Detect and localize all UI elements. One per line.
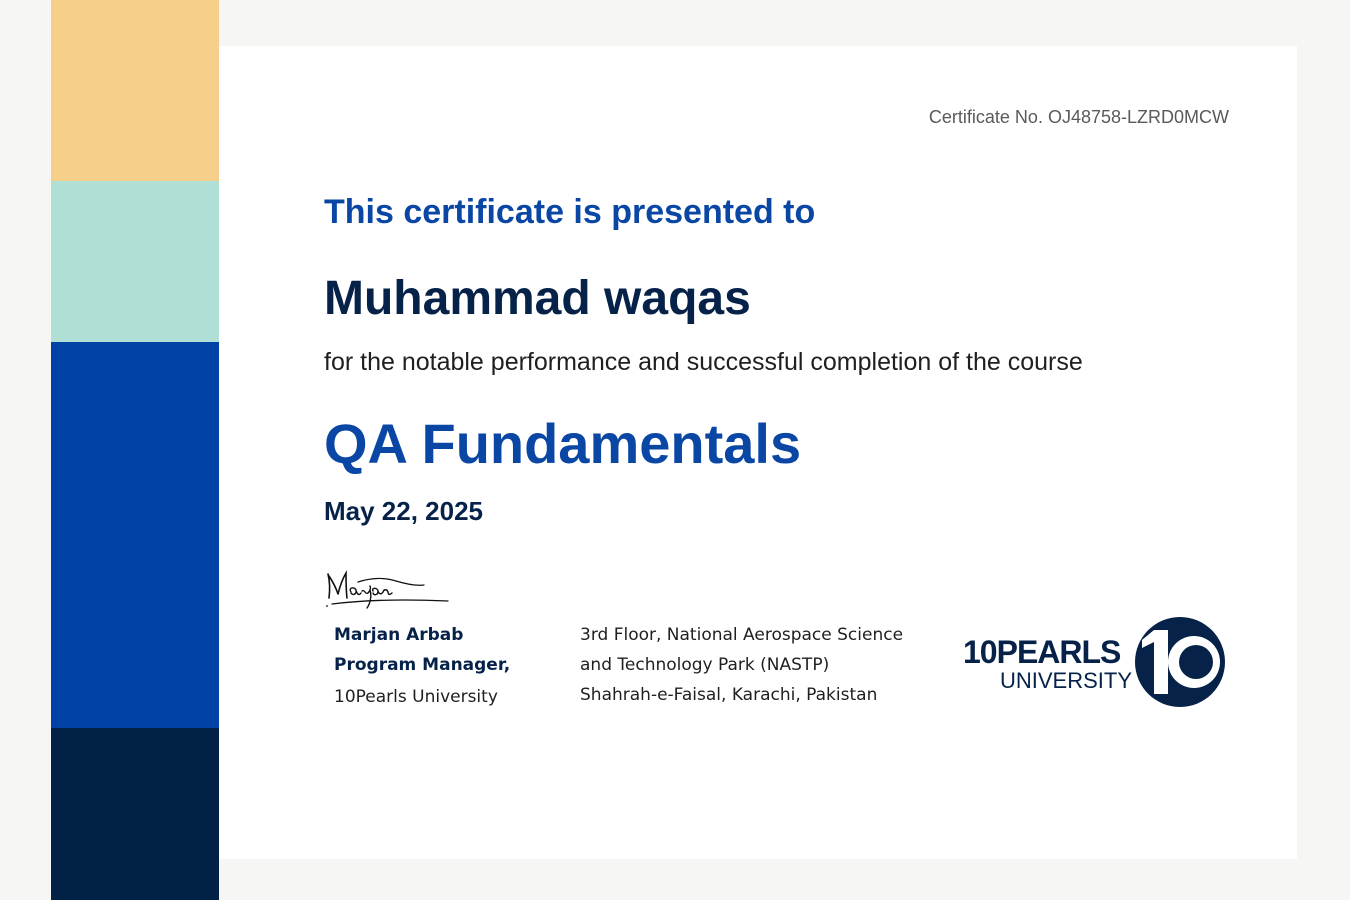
stripe-yellow xyxy=(51,0,219,181)
address-line-2: and Technology Park (NASTP) xyxy=(580,655,830,675)
address-line-3: Shahrah-e-Faisal, Karachi, Pakistan xyxy=(580,685,878,705)
signer-block xyxy=(334,620,510,712)
logo-word-university: UNIVERSITY xyxy=(999,668,1132,693)
recipient-name: Muhammad waqas xyxy=(324,272,751,325)
stripe-navy xyxy=(51,728,219,900)
stripe-blue xyxy=(51,342,219,728)
certificate-card xyxy=(219,46,1297,859)
signer-name: Marjan Arbab xyxy=(334,625,464,645)
signer-title: Program Manager, xyxy=(334,655,511,675)
10-circle-logo-icon xyxy=(1134,616,1226,708)
address-line-1: 3rd Floor, National Aerospace Science xyxy=(580,625,904,645)
10pearls-university-logo xyxy=(963,616,1228,708)
course-title: QA Fundamentals xyxy=(324,412,802,475)
signer-organization: 10Pearls University xyxy=(334,687,498,707)
address-block xyxy=(580,620,903,710)
stripe-mint xyxy=(51,181,219,342)
completion-date: May 22, 2025 xyxy=(324,496,484,526)
certificate-number: Certificate No. OJ48758-LZRD0MCW xyxy=(928,107,1229,127)
logo-word-10pearls: 10PEARLS xyxy=(963,634,1121,670)
presented-to-heading: This certificate is presented to xyxy=(324,193,816,231)
completion-description: for the notable performance and successful completion of the course xyxy=(324,348,1083,376)
signature-image xyxy=(324,566,450,616)
